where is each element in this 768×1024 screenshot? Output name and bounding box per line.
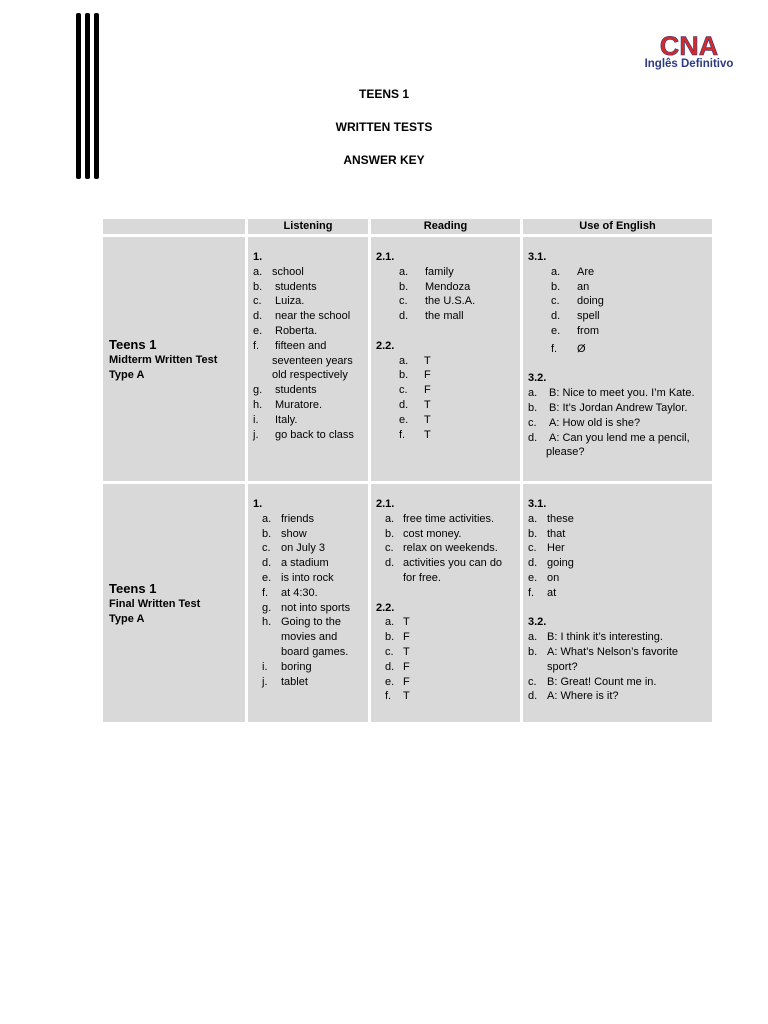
- final-listening: [248, 484, 368, 722]
- list-item: d. activities you can do: [385, 557, 503, 570]
- bar: [94, 13, 99, 179]
- list-item: a. B: I think it’s interesting.: [528, 631, 663, 644]
- list-item-continuation: for free.: [403, 571, 441, 584]
- row-type: Type A: [109, 368, 145, 381]
- section-number: 2.1.: [376, 498, 395, 510]
- section-number: 3.1.: [528, 498, 547, 510]
- list-item: d. a stadium: [262, 557, 329, 570]
- list-item: a. school: [253, 265, 304, 278]
- list-item: d. F: [385, 660, 410, 673]
- header-reading: Reading: [371, 219, 520, 234]
- list-item: a. free time activities.: [385, 512, 495, 525]
- section-number: 2.2.: [376, 601, 395, 614]
- list-item: c. on July 3: [262, 542, 326, 555]
- list-item: a. family: [399, 265, 454, 278]
- list-item: j. go back to class: [253, 428, 354, 441]
- list-item: b. show: [262, 527, 307, 540]
- bar: [85, 13, 90, 179]
- row-subtitle: Final Written Test: [109, 597, 201, 610]
- list-item: i. Italy.: [253, 413, 298, 426]
- list-item: b. an: [551, 280, 590, 293]
- section-number: 1.: [253, 251, 263, 263]
- list-item: d. A: Can you lend me a pencil,: [528, 431, 690, 444]
- list-item: b. F: [399, 369, 431, 382]
- list-item: g. not into sports: [262, 601, 351, 614]
- list-item: c. A: How old is she?: [528, 416, 641, 429]
- section-number: 1.: [253, 498, 263, 510]
- cna-logo-mark: [641, 32, 737, 58]
- list-item: c. F: [399, 384, 431, 397]
- section-number: 3.2.: [528, 372, 547, 385]
- list-item: c. Her: [528, 542, 565, 555]
- heading-course: TEENS 1: [358, 87, 409, 101]
- list-item-continuation: board games.: [281, 645, 349, 658]
- row-subtitle: Midterm Written Test: [109, 353, 218, 366]
- list-item: f. at 4:30.: [262, 586, 318, 599]
- list-item-continuation: please?: [546, 446, 585, 459]
- list-item: h. Muratore.: [253, 398, 323, 411]
- header-listening: Listening: [248, 219, 368, 234]
- section-number: 3.1.: [528, 251, 547, 263]
- list-item: g. students: [253, 384, 317, 397]
- midterm-listening: [248, 237, 368, 481]
- list-item: c. Luiza.: [253, 295, 305, 308]
- list-item: f. fifteen and: [253, 339, 327, 352]
- list-item: a. friends: [262, 512, 315, 525]
- list-item: b. Mendoza: [399, 280, 471, 293]
- list-item: b. students: [253, 280, 317, 293]
- list-item: e. Roberta.: [253, 324, 318, 337]
- list-item: d. A: Where is it?: [528, 690, 619, 703]
- midterm-use-of-english: [523, 237, 712, 481]
- list-item: a. these: [528, 512, 574, 525]
- list-item: e. F: [385, 675, 410, 688]
- list-item: d. going: [528, 557, 574, 570]
- cna-logo: [641, 32, 737, 74]
- list-item: i. boring: [262, 660, 312, 673]
- row-label-final: [103, 484, 245, 722]
- list-item: b. cost money.: [385, 527, 462, 540]
- list-item: f. T: [399, 428, 431, 441]
- header-blank: [103, 219, 245, 234]
- row-type: Type A: [109, 612, 145, 625]
- list-item-continuation: old respectively: [272, 369, 348, 382]
- list-item: e. from: [551, 324, 599, 337]
- list-item: f. at: [528, 586, 557, 599]
- logo-brand-text: CNA: [659, 32, 719, 58]
- list-item: d. near the school: [253, 310, 351, 323]
- list-item: f. T: [385, 690, 410, 703]
- list-item: e. on: [528, 571, 560, 584]
- list-item: e. is into rock: [262, 571, 334, 584]
- list-item: f. Ø: [551, 342, 586, 355]
- list-item: d. T: [399, 398, 431, 411]
- list-item: a. T: [385, 616, 410, 629]
- heading-answer-key: ANSWER KEY: [343, 153, 425, 167]
- list-item: c. doing: [551, 295, 604, 308]
- final-use-of-english: [523, 484, 712, 722]
- list-item: c. relax on weekends.: [385, 542, 498, 555]
- list-item: b. F: [385, 631, 410, 644]
- list-item: a. Are: [551, 265, 595, 278]
- section-number: 2.1.: [376, 251, 395, 263]
- list-item: c. T: [385, 645, 410, 658]
- list-item: a. T: [399, 354, 431, 367]
- list-item: e. T: [399, 413, 431, 426]
- list-item: b. A: What’s Nelson’s favorite: [528, 645, 679, 658]
- section-number: 2.2.: [376, 339, 395, 352]
- list-item: j. tablet: [262, 675, 308, 688]
- decorative-bars: [76, 13, 99, 179]
- answer-key-table: [103, 219, 712, 722]
- list-item-continuation: movies and: [281, 631, 338, 644]
- list-item: b. B: It’s Jordan Andrew Taylor.: [528, 401, 688, 414]
- header-use-of-english: Use of English: [523, 219, 712, 234]
- logo-tagline: Inglês Definitivo: [644, 58, 734, 70]
- section-number: 3.2.: [528, 616, 547, 629]
- list-item: b. that: [528, 527, 566, 540]
- bar: [76, 13, 81, 179]
- list-item: d. the mall: [399, 310, 464, 323]
- row-title: Teens 1: [109, 580, 157, 596]
- row-label-midterm: [103, 237, 245, 481]
- list-item: a. B: Nice to meet you. I’m Kate.: [528, 387, 695, 400]
- list-item: h. Going to the: [262, 616, 341, 629]
- list-item: d. spell: [551, 310, 600, 323]
- row-title: Teens 1: [109, 336, 157, 352]
- midterm-reading: [371, 237, 520, 481]
- heading-tests: WRITTEN TESTS: [335, 120, 433, 134]
- list-item-continuation: seventeen years: [272, 354, 353, 367]
- list-item-continuation: sport?: [547, 660, 578, 673]
- final-reading: [371, 484, 520, 722]
- list-item: c. the U.S.A.: [399, 295, 476, 308]
- list-item: c. B: Great! Count me in.: [528, 675, 657, 688]
